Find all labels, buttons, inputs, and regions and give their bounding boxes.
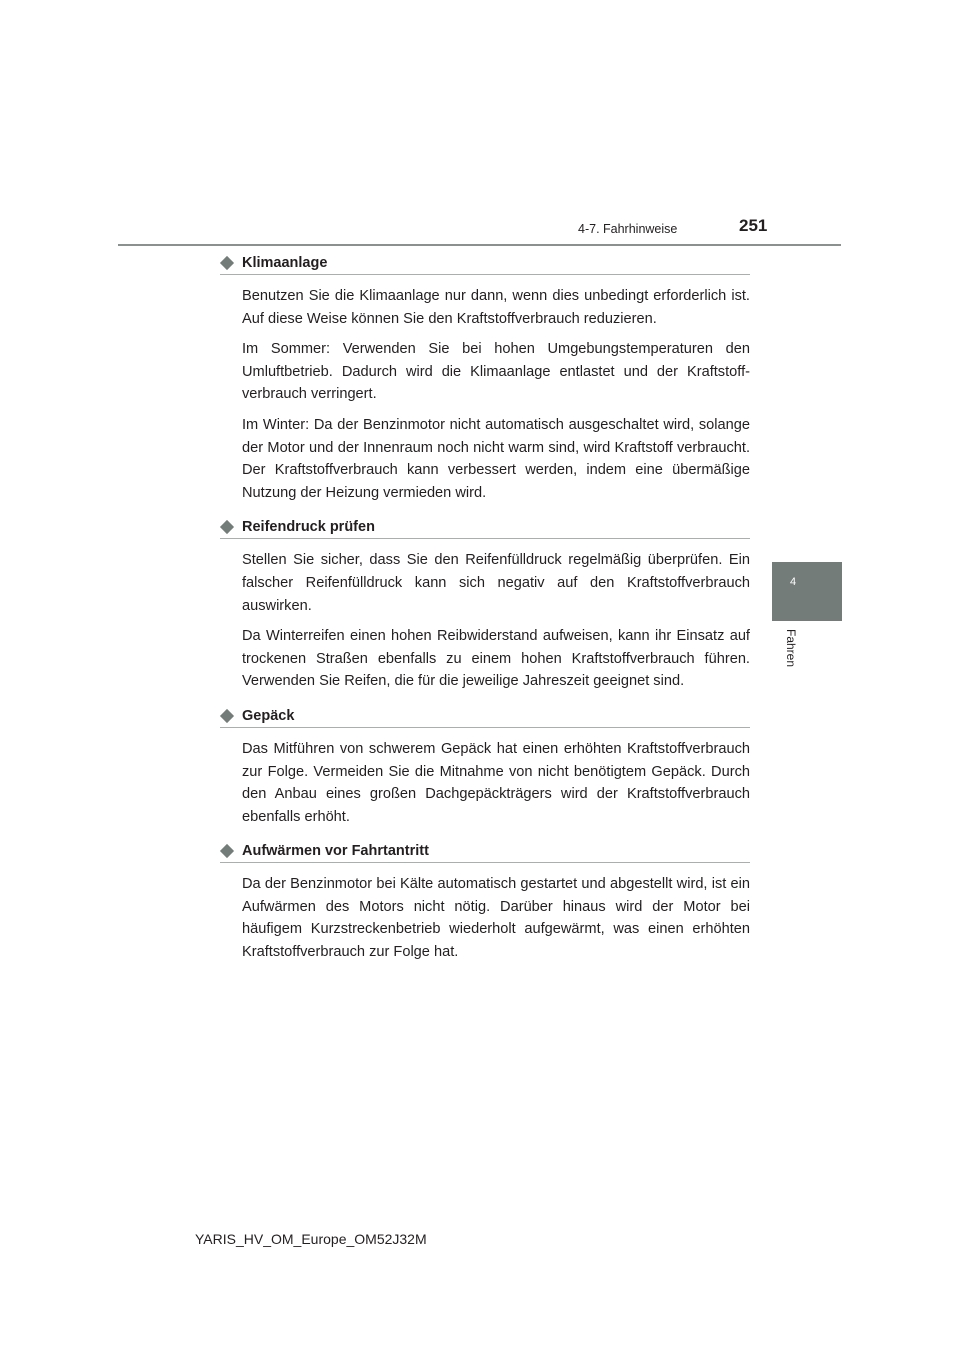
- paragraph: Im Winter: Da der Benzinmotor nicht automatisch ausgeschaltet wird, solange der Motor und der Innenraum noch nicht warm sind, wird Kraftstoff verbraucht. Der Kraftstoffverbrauch kann verbessert werden, indem eine übermäßige Nutzung der Heizung vermieden wird.: [242, 416, 750, 501]
- section-aufwaermen: [220, 840, 750, 963]
- paragraph: Im Sommer: Verwenden Sie bei hohen Umgebungstemperaturen den Umluftbetrieb. Dadurch wird die Klimaanlage entlastet und der Kraftstoffverbrauch verringert.: [242, 341, 750, 403]
- paragraph: Da Winterreifen einen hohen Reibwiderstand aufweisen, kann ihr Einsatz auf trockenen Straßen ebenfalls zu einem hohen Kraftstoffverbrauch führen. Verwenden Sie Reifen, die für die jeweilige Jahreszeit geeignet sind.: [242, 628, 750, 690]
- section-title: Reifendruck prüfen: [242, 519, 375, 536]
- section-reifendruck: [220, 516, 750, 693]
- diamond-bullet-icon: [220, 256, 234, 270]
- document-id: YARIS_HV_OM_Europe_OM52J32M: [195, 1231, 427, 1247]
- section-heading: [220, 516, 750, 539]
- section-heading: [220, 840, 750, 863]
- diamond-bullet-icon: [220, 709, 234, 723]
- paragraph: Das Mitführen von schwerem Gepäck hat einen erhöhten Kraftstoffverbrauch zur Folge. Vermeiden Sie die Mitnahme von nicht benötigtem Gepäck. Durch den Anbau eines großen Dachgepäckträgers wird der Kraftstoffverbrauch ebenfalls erhöht.: [242, 740, 750, 825]
- header-divider: [118, 244, 841, 246]
- paragraph: Stellen Sie sicher, dass Sie den Reifenfülldruck regelmäßig überprüfen. Ein falscher Reifenfülldruck kann sich negativ auf den Kraftstoffverbrauch auswirken.: [242, 552, 750, 614]
- header-section-title: 4-7. Fahrhinweise: [578, 222, 678, 236]
- section-title: Klimaanlage: [242, 255, 328, 271]
- paragraph: Benutzen Sie die Klimaanlage nur dann, wenn dies unbedingt erforderlich ist. Auf diese Weise können Sie den Kraftstoffverbrauch reduzieren.: [242, 288, 750, 327]
- main-content: [220, 252, 750, 976]
- chapter-tab-label: Fahren: [784, 629, 798, 668]
- section-title: Aufwärmen vor Fahrtantritt: [242, 843, 429, 860]
- paragraph: Da der Benzinmotor bei Kälte automatisch gestartet und abgestellt wird, ist ein Aufwärmen des Motors nicht nötig. Darüber hinaus wird der Motor bei häufigem Kurzstreckenbetrieb wiederholt aufgewärmt, was einen erhöhten Kraftstoffverbrauch zur Folge hat.: [242, 876, 750, 961]
- chapter-tab-number: 4: [790, 576, 797, 588]
- section-heading: [220, 705, 750, 728]
- section-heading: [220, 252, 750, 275]
- chapter-tab: [772, 562, 842, 621]
- diamond-bullet-icon: [220, 520, 234, 534]
- section-klimaanlage: [220, 252, 750, 504]
- section-title: Gepäck: [242, 707, 295, 724]
- diamond-bullet-icon: [220, 844, 234, 858]
- page-number: 251: [739, 216, 768, 235]
- section-gepaeck: [220, 705, 750, 828]
